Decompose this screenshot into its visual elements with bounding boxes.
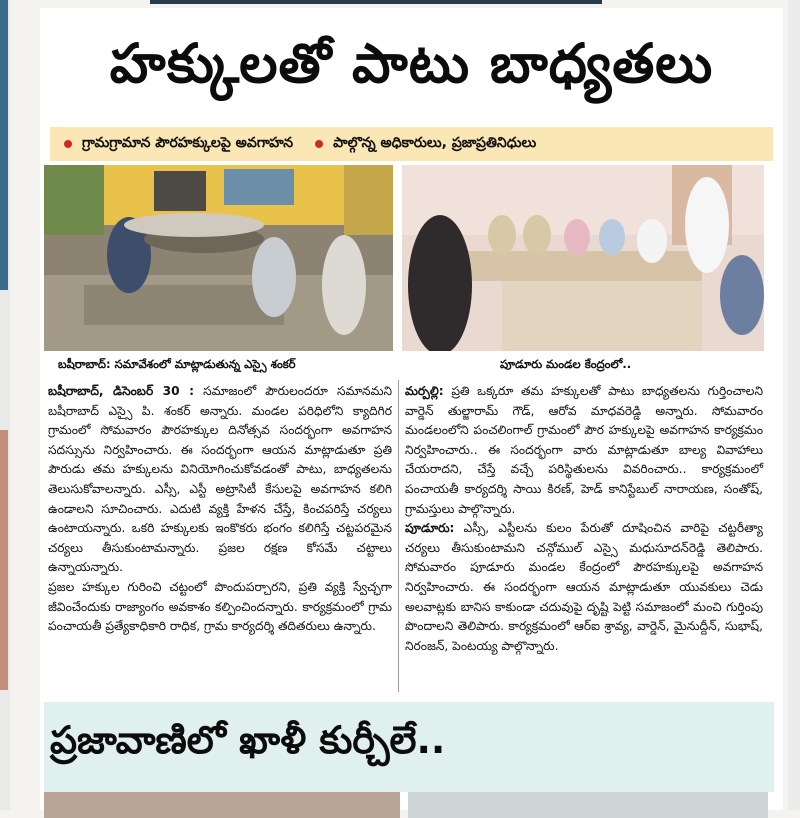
paragraph-text: ప్రతి ఒక్కరూ తమ హక్కులతో పాటు బాధ్యతలను గుర్తించాలని వార్డెన్‌ తుల్జారామ్‌ గౌడ్‌, ఆరోవ మాధవరెడ్డి అన్నారు. సోమవారం మండలంలోని పంచలింగాల్‌ గ్రామంలో పౌర హక్కులపై అవగాహన కార్యక్రమం నిర్వహించారు.. ఈ సందర్భంగా వారు మాట్లాడుతూ బాల్య వివాహాలు చేయరాదని, చేస్తే వచ్చే పరిస్థితులను వివరించారు.. కార్యక్రమంలో పంచాయతీ కార్యదర్శి సాయి కిరణ్‌, హెడ్‌ కానిస్టేబుల్‌ నారాయణ, సంతోష్‌, గ్రామస్తులు పాల్గొన్నారు. [405,384,764,516]
subhead-item [64,135,293,154]
dateline: మర్పల్లి: [405,384,444,398]
subhead-bar [50,127,773,161]
next-article-headline: ప్రజావాణిలో ఖాళీ కుర్చీలే.. [50,718,446,762]
newspaper-clipping [40,8,783,810]
right-page-edge [788,0,800,810]
top-edge-bar [150,0,602,4]
next-article-photo [44,792,400,818]
paragraph [405,519,763,656]
dateline: బషీరాబాద్‌, డిసెంబర్‌ 30 : [48,384,194,398]
bullet-icon [64,140,72,148]
bullet-icon [315,140,323,148]
paragraph-text: ఎస్సీ, ఎస్టీలను కులం పేరుతో దూషించిన వారిపై చట్టరీత్యా చర్యలు తీసుకుంటామని చన్గోముల్‌ ఎస్సై మధుసూదన్‌రెడ్డి తెలిపారు. సోమవారం పూడూరు మండల కేంద్రంలో పౌరహక్కులపై అవగాహన నిర్వహించారు. ఈ సందర్భంగా ఆయన మాట్లాడుతూ యువకులు చెడు అలవాట్లకు బానిస కాకుండా చదువుపై దృష్టి పెట్టి సమాజంలో మంచి గుర్తింపు పొందాలని తెలిపారు. కార్యక్రమంలో ఆర్‌ఐ శ్రావ్య, వార్డెన్‌, మైనుద్దీన్‌, సుభాష్‌, నిరంజన్‌, పెంటయ్య పాల్గొన్నారు. [405,521,763,653]
column-divider [398,380,399,692]
paragraph [405,382,763,519]
subhead-text: పాల్గొన్న అధికారులు, ప్రజాప్రతినిధులు [333,134,537,151]
photo-caption: బషీరాబాద్‌: సమావేశంలో మాట్లాడుతున్న ఎస్సై శంకర్‌ [58,356,296,371]
dateline: పూడూరు: [405,521,455,536]
subhead-item [315,135,536,154]
photo-office-meeting [402,165,764,351]
next-article-photo [408,792,768,818]
edge-image-fragment [0,0,8,290]
photo-caption: పూడూరు మండల కేంద్రంలో.. [500,356,632,371]
article-column-1 [48,382,392,637]
subhead-text: గ్రామగ్రామాన పౌరహక్కులపై అవగాహన [82,134,294,151]
article-column-2 [405,382,763,656]
paragraph [48,382,392,578]
photo-village-meeting [44,165,393,351]
paragraph-text: సమాజంలో పౌరులందరూ సమానమని బషీరాబాద్‌ ఎస్సై పి. శంకర్‌ అన్నారు. మండల పరిధిలోని క్యాదిగిర గ్రామంలో సోమవారం పౌరహక్కుల దినోత్సవ సందర్భంగా అవగాహన సదస్సును నిర్వహించారు. ఈ సందర్భంగా ఆయన మాట్లాడుతూ ప్రతి పౌరుడు తమ హక్కులను వినియోగించుకోవడంతో పాటు, బాధ్యతలను తెలుసుకోవాలన్నారు. ఎస్సీ, ఎస్టీ అట్రాసిటీ కేసులపై అవగాహన కలిగి ఉండాలని సూచించారు. ఎదుటి వ్యక్తి హేళన చేస్తే, కించపరిస్తే చర్యలు ఉంటాయన్నారు. ఒకరి హక్కులకు ఇంకొకరు భంగం కలిగిస్తే చట్టపరమైన చర్యలు తీసుకుంటామన్నారు. ప్రజల రక్షణ కోసమే చట్టాలు ఉన్నాయన్నారు. [48,384,393,575]
edge-image-fragment [0,430,8,690]
left-page-edge [0,0,10,810]
article-headline: హక్కులతో పాటు బాధ్యతలు [109,31,714,95]
paragraph: ప్రజల హక్కుల గురించి చట్టంలో పొందుపర్చారని, ప్రతి వ్యక్తి స్వేచ్ఛగా జీవించేందుకు రాజ్యాంగం అవకాశం కల్పించిందన్నారు. కార్యక్రమంలో గ్రామ పంచాయతీ ప్రత్యేకాధికారి రాధిక, గ్రామ కార్యదర్శి తదితరులు ఉన్నారు. [48,579,392,634]
